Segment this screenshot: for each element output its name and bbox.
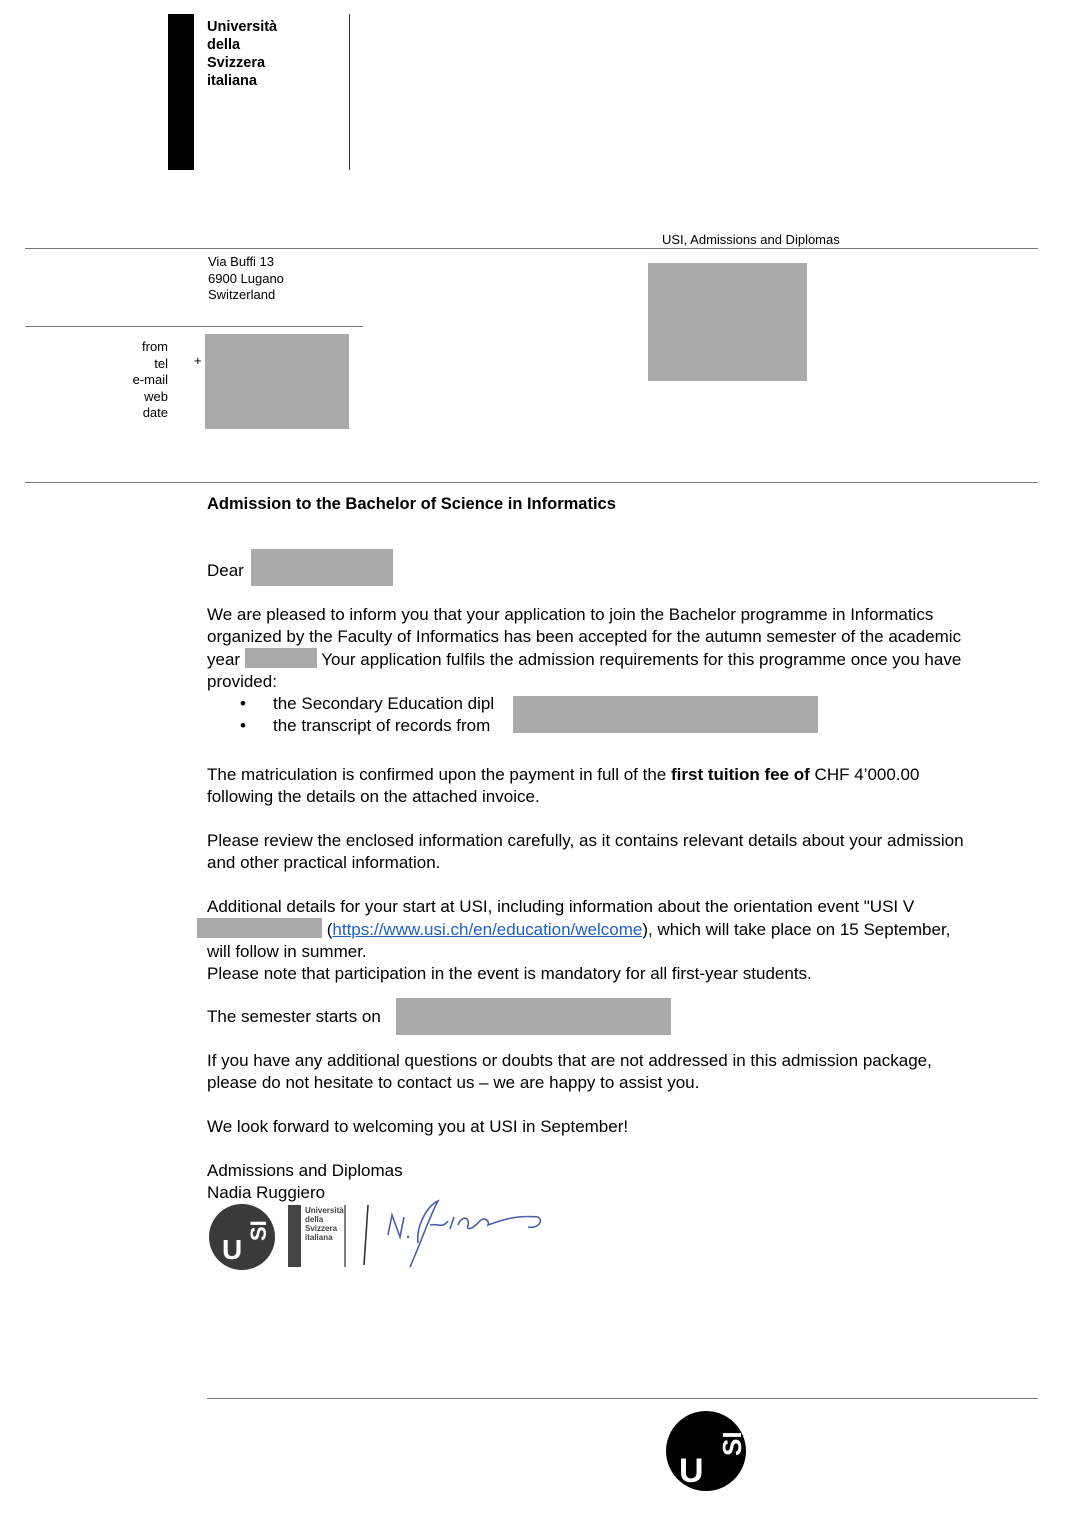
logo-divider <box>349 14 350 170</box>
university-name-line: della <box>207 37 241 53</box>
paragraph-questions: If you have any additional questions or doubts that are not addressed in this admission package, please do not hesitate to contact us – we are happy to assist you. <box>207 1051 932 1092</box>
paragraph-text: The matriculation is confirmed upon the payment in full of the <box>207 765 667 784</box>
svg-text:U: U <box>679 1452 704 1490</box>
link-open-paren: ( <box>326 920 333 939</box>
meta-label-date: date <box>142 405 168 420</box>
university-name-line: Università <box>207 19 278 35</box>
body-rule <box>25 482 1038 483</box>
svg-text:U: U <box>222 1234 243 1265</box>
paragraph-text: CHF 4’000.00 following the details on the attached invoice. <box>207 765 920 806</box>
paragraph-orientation <box>207 896 967 985</box>
svg-text:Università: Università <box>305 1206 344 1215</box>
paragraph-text: Your application fulfils the admission requirements for this programme once you have provided: <box>207 650 962 691</box>
meta-label-email: e-mail <box>132 372 168 387</box>
address-rule <box>25 326 363 327</box>
requirements-redacted <box>513 696 818 733</box>
letter-subject: Admission to the Bachelor of Science in Informatics <box>207 495 616 513</box>
tel-prefix: + <box>194 353 202 368</box>
meta-labels <box>100 339 168 422</box>
sender-line: USI, Admissions and Diplomas <box>662 232 840 247</box>
usi-footer-logo-icon <box>665 1410 747 1492</box>
paragraph-text: Please note that participation in the event is mandatory for all first-year students. <box>207 964 812 983</box>
list-item-text: the Secondary Education dipl <box>273 694 495 713</box>
recipient-address-redacted <box>648 263 807 381</box>
paragraph-matriculation <box>207 764 967 808</box>
address-line: 6900 Lugano <box>208 270 284 286</box>
svg-text:SI: SI <box>246 1220 271 1241</box>
paragraph-text: ), which will take place on 15 September, will follow in summer. <box>207 920 951 961</box>
footer-rule <box>207 1398 1038 1399</box>
meta-values-redacted <box>205 334 349 429</box>
svg-text:Svizzera: Svizzera <box>305 1224 338 1233</box>
svg-text:italiana: italiana <box>305 1233 333 1242</box>
paragraph-text: We are pleased to inform you that your application to join the Bachelor programme in Informatics organized by the Faculty of Informatics has been accepted for the autumn semester of the academic year <box>207 605 962 669</box>
academic-year-redacted <box>245 648 317 668</box>
paragraph-bold: first tuition fee of <box>670 765 810 784</box>
paragraph-review: Please review the enclosed information carefully, as it contains relevant details about your admission and other practical information. <box>207 831 964 872</box>
signature-department: Admissions and Diplomas <box>207 1161 403 1180</box>
address-line: Via Buffi 13 <box>208 254 275 269</box>
svg-text:SI: SI <box>717 1431 747 1456</box>
meta-label-web: web <box>144 388 168 404</box>
recipient-name-redacted <box>251 549 393 586</box>
handwritten-signature-icon <box>358 1195 548 1275</box>
event-name-redacted <box>197 918 322 938</box>
meta-label-tel: tel <box>154 355 168 371</box>
header-rule <box>25 248 1038 249</box>
university-name <box>207 18 277 90</box>
university-name-line: Svizzera <box>207 55 266 71</box>
paragraph-closing: We look forward to welcoming you at USI in September! <box>207 1117 629 1136</box>
address-line: Switzerland <box>208 287 276 302</box>
university-name-line: italiana <box>207 73 257 89</box>
paragraph-text: V <box>902 897 915 916</box>
paragraph-text: Additional details for your start at USI, including information about the orientation event "USI <box>207 897 899 916</box>
signature-name: Nadia Ruggiero <box>207 1183 326 1202</box>
semester-date-redacted <box>396 998 671 1035</box>
semester-start: The semester starts on <box>207 1007 381 1026</box>
welcome-link[interactable]: https://www.usi.ch/en/education/welcome <box>332 920 643 939</box>
university-logo-bar <box>168 14 194 170</box>
address-block <box>208 254 284 304</box>
meta-label-from: from <box>142 339 168 354</box>
university-stamp-icon <box>208 1203 368 1275</box>
salutation: Dear <box>207 561 244 580</box>
list-item-text: the transcript of records from <box>273 716 491 735</box>
svg-text:della: della <box>305 1215 324 1224</box>
